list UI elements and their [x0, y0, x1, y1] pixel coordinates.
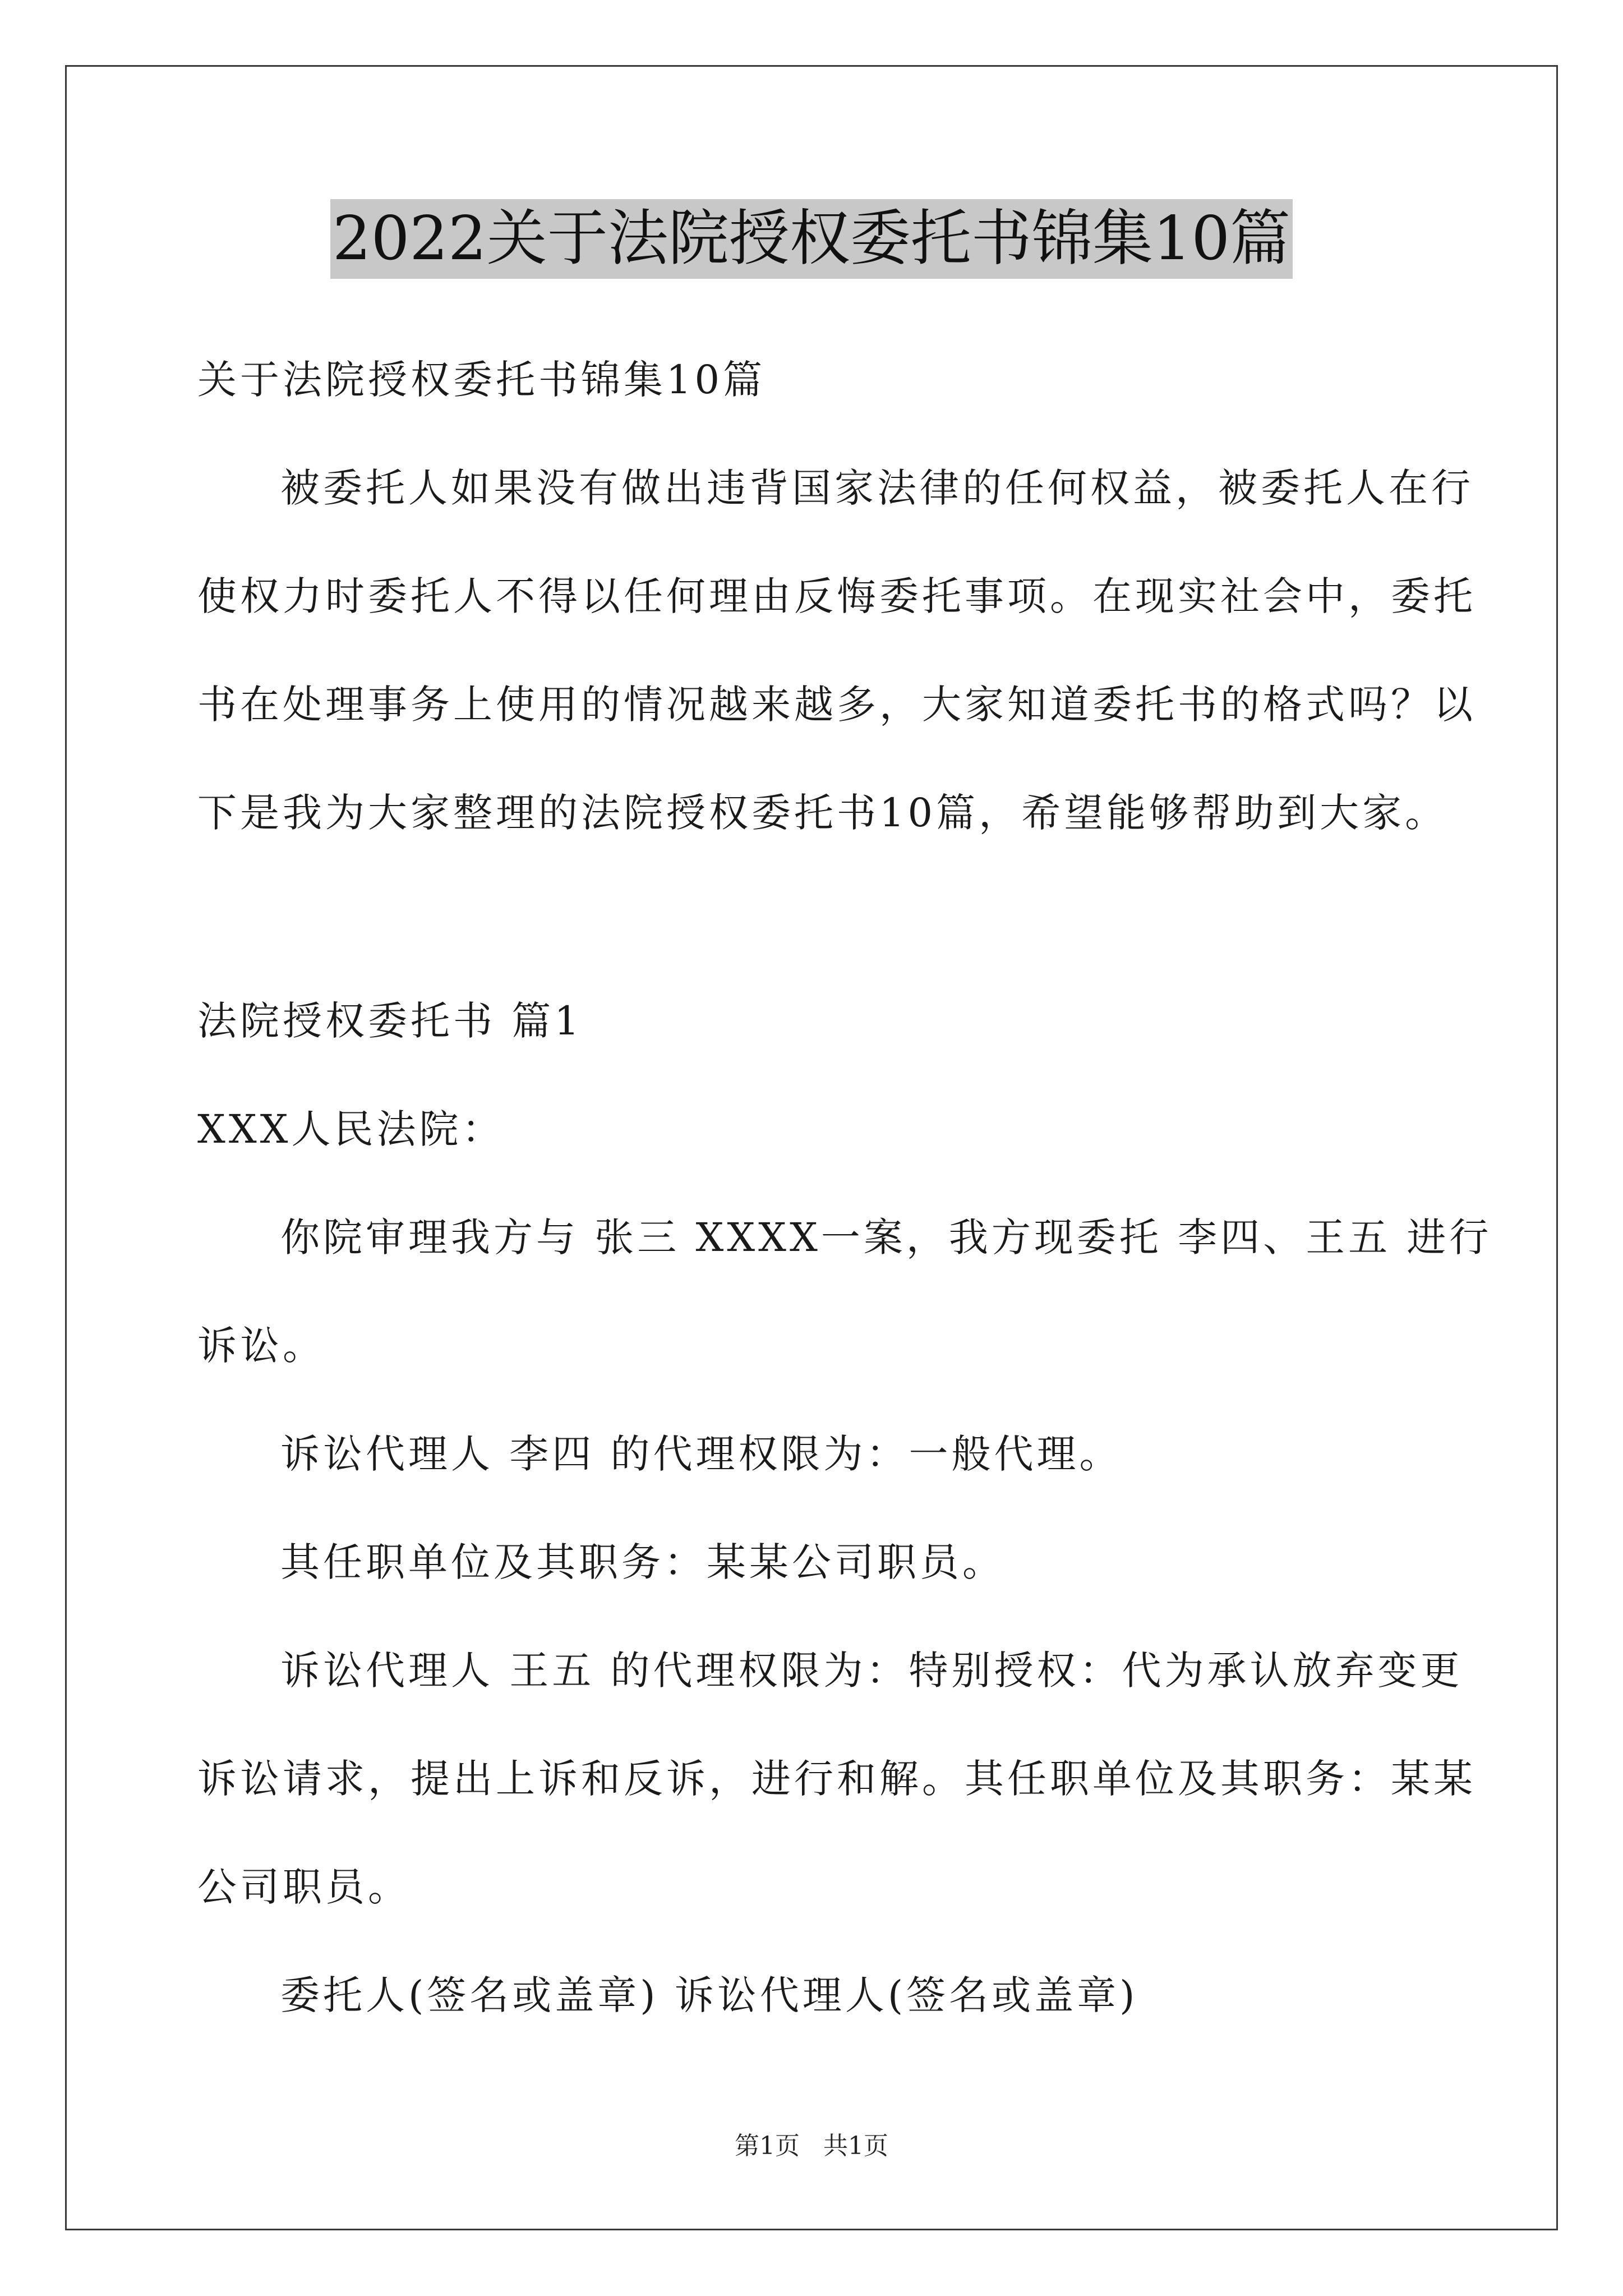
body-line-6: 诉讼请求，提出上诉和反诉，进行和解。其任职单位及其职务：某某 [197, 1756, 1476, 1802]
body-line-1: 你院审理我方与 张三 XXXX一案，我方现委托 李四、王五 进行 [280, 1214, 1492, 1260]
body-line-7: 公司职员。 [197, 1864, 411, 1910]
intro-line-4: 下是我为大家整理的法院授权委托书10篇，希望能够帮助到大家。 [197, 790, 1448, 836]
body-line-8: 委托人(签名或盖章) 诉讼代理人(签名或盖章) [280, 1972, 1138, 2018]
addressee: XXX人民法院： [197, 1106, 505, 1152]
document-title: 2022关于法院授权委托书锦集10篇 [330, 199, 1293, 279]
title-container [0, 199, 1623, 279]
body-line-3: 诉讼代理人 李四 的代理权限为：一般代理。 [280, 1431, 1122, 1477]
intro-line-2: 使权力时委托人不得以任何理由反悔委托事项。在现实社会中，委托 [197, 573, 1476, 619]
body-line-4: 其任职单位及其职务：某某公司职员。 [280, 1539, 1005, 1585]
body-line-5: 诉讼代理人 王五 的代理权限为：特别授权：代为承认放弃变更 [280, 1648, 1463, 1694]
intro-line-1: 被委托人如果没有做出违背国家法律的任何权益，被委托人在行 [280, 465, 1474, 511]
document-subtitle: 关于法院授权委托书锦集10篇 [197, 357, 766, 403]
section-heading: 法院授权委托书 篇1 [197, 998, 583, 1044]
intro-line-3: 书在处理事务上使用的情况越来越多，大家知道委托书的格式吗？以 [197, 682, 1476, 728]
body-line-2: 诉讼。 [197, 1323, 325, 1369]
page-footer: 第1页 共1页 [735, 2132, 888, 2160]
